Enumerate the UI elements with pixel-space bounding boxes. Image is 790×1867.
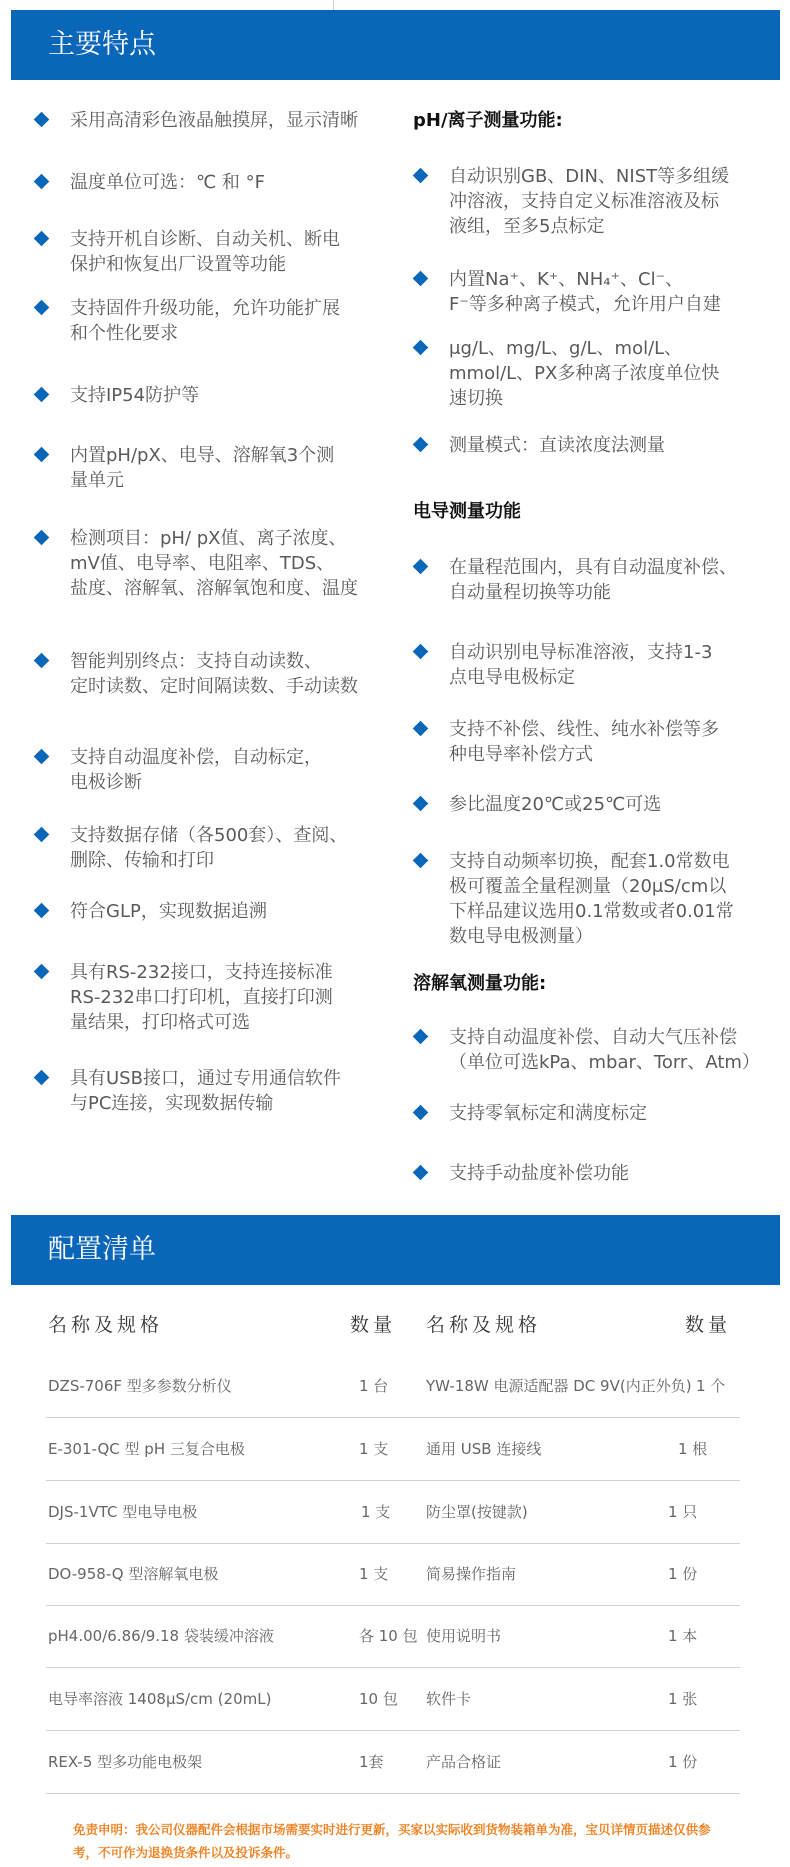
diamond-bullet-icon: [34, 231, 50, 247]
diamond-bullet-icon: [413, 853, 429, 869]
diamond-bullet-icon: [413, 721, 429, 737]
ion-list-line-2: F⁻等多种离子模式，允许用户自建: [449, 294, 721, 315]
disclaimer-text: 免责申明：我公司仪器配件会根据市场需要实时进行更新，买家以实际收到货物装箱单为准，宝贝详情页描述仅供参考，不可作为退换货条件以及投诉条件。: [73, 1822, 711, 1860]
table-row: pH4.00/6.86/9.18 袋装缓冲溶液 各 10 包 使用说明书 1 本: [46, 1605, 740, 1668]
diamond-bullet-icon: [413, 559, 429, 575]
dissolved-oxygen-section-heading: 溶解氧测量功能:: [413, 973, 547, 994]
table-row: 电导率溶液 1408μS/cm (20mL) 10 包 软件卡 1 张: [46, 1668, 740, 1731]
diamond-bullet-icon: [34, 387, 50, 403]
diamond-bullet-icon: [413, 644, 429, 660]
table-row: DO-958-Q 型溶解氧电极 1 支 简易操作指南 1 份: [46, 1543, 740, 1606]
diamond-bullet-icon: [34, 300, 50, 316]
config-banner: 配置清单: [11, 1215, 780, 1285]
diamond-bullet-icon: [34, 749, 50, 765]
table-row: REX-5 型多功能电极架 1套 产品合格证 1 份: [46, 1731, 740, 1794]
diamond-bullet-icon: [413, 271, 429, 287]
diamond-bullet-icon: [34, 530, 50, 546]
diamond-bullet-icon: [34, 1070, 50, 1086]
ion-list-line-1: 内置Na⁺、K⁺、NH₄⁺、Cl⁻、: [449, 269, 684, 290]
diamond-bullet-icon: [413, 796, 429, 812]
conductivity-section-heading: 电导测量功能: [413, 501, 521, 522]
diamond-bullet-icon: [413, 340, 429, 356]
ph-section-heading: pH/离子测量功能:: [413, 110, 563, 131]
column-header-name-left: 名称及规格: [48, 1314, 164, 1336]
table-row: E-301-QC 型 pH 三复合电极 1 支 通用 USB 连接线 1 根: [46, 1418, 740, 1481]
diamond-bullet-icon: [34, 903, 50, 919]
diamond-bullet-icon: [413, 1165, 429, 1181]
diamond-bullet-icon: [34, 964, 50, 980]
diamond-bullet-icon: [34, 174, 50, 190]
diamond-bullet-icon: [34, 653, 50, 669]
diamond-bullet-icon: [413, 168, 429, 184]
top-divider: [333, 0, 334, 10]
diamond-bullet-icon: [34, 827, 50, 843]
diamond-bullet-icon: [413, 437, 429, 453]
column-header-qty-right: 数量: [685, 1314, 732, 1336]
diamond-bullet-icon: [34, 112, 50, 128]
column-header-name-right: 名称及规格: [426, 1314, 542, 1336]
table-row: DZS-706F 型多参数分析仪 1 台 YW-18W 电源适配器 DC 9V(内正外负) 1 个: [46, 1355, 740, 1418]
column-header-qty-left: 数量: [350, 1314, 397, 1336]
features-banner: 主要特点: [11, 10, 780, 80]
diamond-bullet-icon: [413, 1105, 429, 1121]
diamond-bullet-icon: [413, 1029, 429, 1045]
table-row: DJS-1VTC 型电导电极 1 支 防尘罩(按键款) 1 只: [46, 1481, 740, 1544]
diamond-bullet-icon: [34, 447, 50, 463]
